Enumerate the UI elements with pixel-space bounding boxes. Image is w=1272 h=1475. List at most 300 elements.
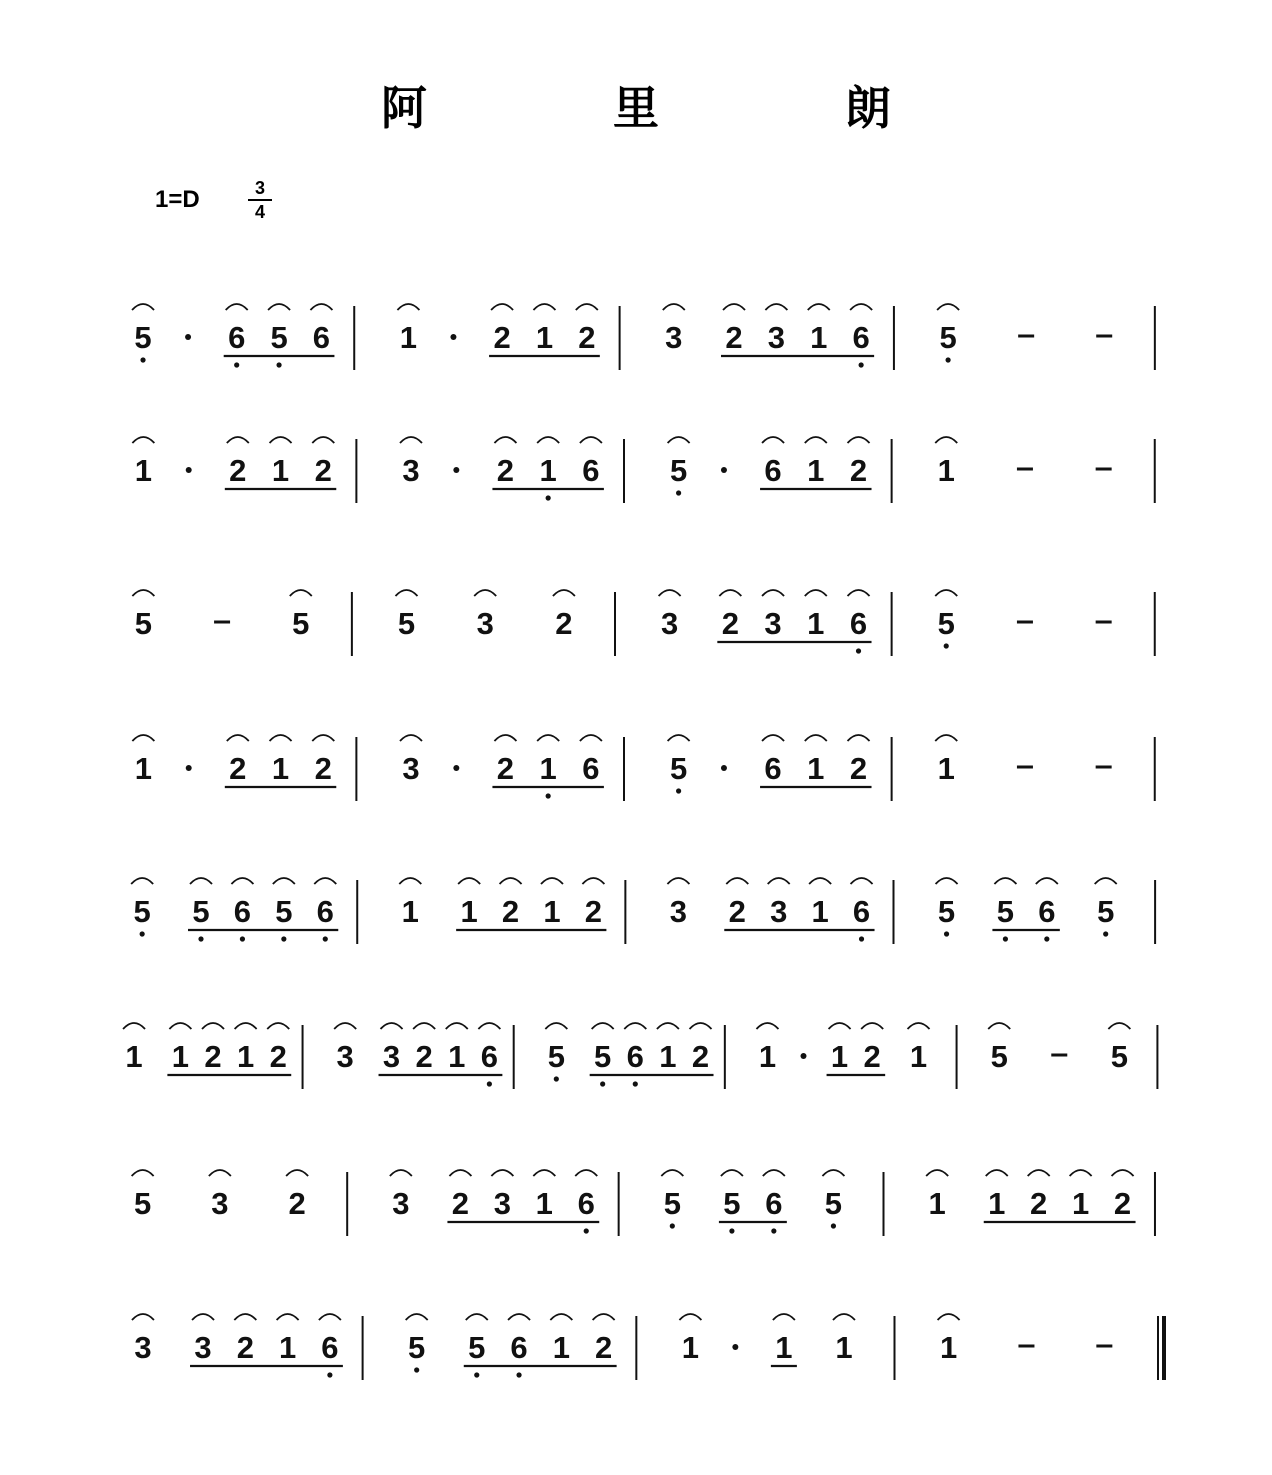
note-digit: 5: [192, 894, 210, 929]
breath-arc: [209, 1170, 231, 1176]
breath-arc: [478, 1023, 500, 1029]
note-digit: 3: [382, 1039, 401, 1074]
low-octave-dot: [859, 936, 864, 941]
note-digit: 2: [691, 1039, 710, 1074]
note-digit: 1: [810, 320, 828, 355]
time-denominator: 4: [254, 202, 265, 222]
breath-arc: [500, 878, 522, 884]
breath-arc: [400, 437, 422, 443]
breath-arc: [994, 878, 1016, 884]
low-octave-dot: [1003, 936, 1008, 941]
note-digit: 1: [278, 1330, 297, 1365]
breath-arc: [576, 304, 598, 310]
note-digit: 1: [937, 751, 955, 786]
note-digit: 6: [316, 894, 334, 929]
breath-arc: [550, 1314, 572, 1320]
augmentation-dot: [721, 765, 727, 771]
breath-arc: [491, 1170, 513, 1176]
breath-arc: [659, 590, 681, 596]
note-digit: 3: [770, 894, 788, 929]
note-digit: 6: [480, 1039, 498, 1074]
breath-arc: [169, 1023, 191, 1029]
breath-arc: [773, 1314, 795, 1320]
low-octave-dot: [240, 936, 245, 941]
note-digit: 2: [501, 894, 520, 929]
note-digit: 2: [496, 453, 515, 488]
augmentation-dot: [801, 1053, 807, 1059]
key-signature: 1=D: [155, 186, 200, 213]
breath-arc: [935, 590, 957, 596]
breath-arc: [938, 1314, 960, 1320]
note-digit: 6: [228, 320, 246, 355]
score-row: [123, 1023, 1157, 1089]
note-digit: 2: [269, 1039, 287, 1074]
note-digit: 2: [584, 894, 603, 929]
note-digit: 1: [807, 751, 825, 786]
augmentation-dot: [450, 334, 456, 340]
note-digit: 5: [824, 1186, 843, 1221]
note-digit: 3: [764, 606, 782, 641]
note-digit: 5: [270, 320, 288, 355]
breath-arc: [267, 1023, 289, 1029]
note-digit: 3: [194, 1330, 212, 1365]
note-digit: 5: [1097, 894, 1115, 929]
note-digit: 2: [451, 1186, 470, 1221]
breath-arc: [537, 735, 559, 741]
breath-arc: [1036, 878, 1058, 884]
note-digit: 2: [594, 1330, 613, 1365]
note-digit: 3: [493, 1186, 511, 1221]
low-octave-dot: [327, 1372, 332, 1377]
note-digit: 5: [397, 606, 416, 641]
note-digit: 2: [863, 1039, 881, 1074]
note-digit: 1: [134, 751, 152, 786]
breath-arc: [202, 1023, 224, 1029]
note-digit: 2: [496, 751, 515, 786]
note-digit: 3: [660, 606, 679, 641]
low-octave-dot: [516, 1372, 521, 1377]
breath-arc: [762, 437, 784, 443]
note-digit: 5: [723, 1186, 741, 1221]
breath-arc: [756, 1023, 778, 1029]
note-digit: 6: [852, 320, 870, 355]
breath-arc: [935, 735, 957, 741]
low-octave-dot: [584, 1228, 589, 1233]
breath-arc: [446, 1023, 468, 1029]
note-digit: 2: [578, 320, 596, 355]
note-digit: 1: [659, 1039, 677, 1074]
note-digit: 5: [669, 453, 688, 488]
breath-arc: [286, 1170, 308, 1176]
breath-arc: [1112, 1170, 1134, 1176]
low-octave-dot: [676, 490, 681, 495]
note-digit: 1: [552, 1330, 570, 1365]
note-digit: 2: [849, 453, 868, 488]
low-octave-dot: [281, 936, 286, 941]
breath-arc: [545, 1023, 567, 1029]
breath-arc: [132, 590, 154, 596]
breath-arc: [310, 304, 332, 310]
note-digit: 1: [835, 1330, 853, 1365]
breath-arc: [657, 1023, 679, 1029]
note-digit: 1: [775, 1330, 793, 1365]
breath-arc: [314, 878, 336, 884]
note-digit: 1: [448, 1039, 466, 1074]
low-octave-dot: [944, 931, 949, 936]
breath-arc: [312, 437, 334, 443]
score-row: [132, 590, 1154, 656]
breath-arc: [234, 1314, 256, 1320]
note-digit: 1: [937, 453, 955, 488]
note-digit: 1: [535, 320, 554, 355]
note-digit: 3: [134, 1330, 152, 1365]
breath-arc: [926, 1170, 948, 1176]
breath-arc: [131, 878, 153, 884]
breath-arc: [765, 304, 787, 310]
low-octave-dot: [771, 1228, 776, 1233]
low-octave-dot: [729, 1228, 734, 1233]
time-numerator: 3: [254, 178, 265, 198]
low-octave-dot: [554, 1076, 559, 1081]
note-digit: 2: [849, 751, 868, 786]
breath-arc: [690, 1023, 712, 1029]
breath-arc: [533, 304, 555, 310]
note-digit: 6: [765, 1186, 783, 1221]
note-digit: 1: [811, 894, 829, 929]
note-digit: 6: [626, 1039, 644, 1074]
low-octave-dot: [276, 362, 281, 367]
score-row: [132, 735, 1154, 801]
note-digit: 1: [681, 1330, 700, 1365]
breath-arc: [1028, 1170, 1050, 1176]
breath-arc: [537, 437, 559, 443]
breath-arc: [668, 437, 690, 443]
low-octave-dot: [944, 643, 949, 648]
breath-arc: [719, 590, 741, 596]
note-digit: 6: [764, 453, 782, 488]
breath-arc: [762, 590, 784, 596]
breath-arc: [936, 878, 958, 884]
score-row: [132, 1314, 1164, 1380]
note-digit: 5: [547, 1039, 565, 1074]
breath-arc: [805, 590, 827, 596]
note-digit: 5: [408, 1330, 426, 1365]
breath-arc: [533, 1170, 555, 1176]
note-digit: 5: [939, 320, 957, 355]
breath-arc: [822, 1170, 844, 1176]
low-octave-dot: [1044, 936, 1049, 941]
breath-arc: [397, 304, 419, 310]
breath-arc: [833, 1314, 855, 1320]
breath-arc: [575, 1170, 597, 1176]
note-digit: 5: [1110, 1039, 1128, 1074]
note-digit: 2: [229, 751, 247, 786]
augmentation-dot: [732, 1344, 738, 1350]
note-digit: 3: [767, 320, 786, 355]
note-digit: 3: [476, 606, 494, 641]
breath-arc: [768, 878, 790, 884]
breath-arc: [679, 1314, 701, 1320]
note-digit: 2: [236, 1330, 254, 1365]
breath-arc: [474, 590, 496, 596]
note-digit: 1: [460, 894, 478, 929]
breath-arc: [593, 1314, 615, 1320]
low-octave-dot: [234, 362, 239, 367]
note-digit: 1: [1071, 1186, 1090, 1221]
breath-arc: [624, 1023, 646, 1029]
low-octave-dot: [474, 1372, 479, 1377]
low-octave-dot: [859, 362, 864, 367]
note-digit: 2: [1030, 1186, 1048, 1221]
note-digit: 1: [271, 751, 290, 786]
breath-arc: [935, 437, 957, 443]
low-octave-dot: [323, 936, 328, 941]
augmentation-dot: [453, 467, 459, 473]
note-digit: 6: [233, 894, 252, 929]
breath-arc: [192, 1314, 214, 1320]
note-digit: 3: [669, 894, 688, 929]
breath-arc: [290, 590, 312, 596]
breath-arc: [458, 878, 480, 884]
breath-arc: [829, 1023, 851, 1029]
low-octave-dot: [140, 357, 145, 362]
breath-arc: [661, 1170, 683, 1176]
note-digit: 3: [336, 1039, 354, 1074]
note-digit: 1: [543, 894, 561, 929]
breath-arc: [723, 304, 745, 310]
augmentation-dot: [185, 334, 191, 340]
note-digit: 6: [852, 894, 871, 929]
note-digit: 2: [415, 1039, 433, 1074]
breath-arc: [190, 878, 212, 884]
breath-arc: [541, 878, 563, 884]
note-digit: 1: [535, 1186, 553, 1221]
breath-arc: [553, 590, 575, 596]
breath-arc: [226, 304, 248, 310]
low-octave-dot: [198, 936, 203, 941]
note-digit: 6: [321, 1330, 339, 1365]
note-digit: 3: [402, 751, 420, 786]
note-digit: 1: [171, 1039, 190, 1074]
breath-arc: [726, 878, 748, 884]
note-digit: 6: [1038, 894, 1056, 929]
note-digit: 1: [939, 1330, 958, 1365]
breath-arc: [491, 304, 513, 310]
note-digit: 1: [758, 1039, 777, 1074]
breath-arc: [1070, 1170, 1092, 1176]
note-digit: 5: [594, 1039, 612, 1074]
low-octave-dot: [1103, 931, 1108, 936]
breath-arc: [848, 590, 870, 596]
breath-arc: [1095, 878, 1117, 884]
note-digit: 1: [928, 1186, 946, 1221]
low-octave-dot: [600, 1081, 605, 1086]
breath-arc: [270, 735, 292, 741]
breath-arc: [908, 1023, 930, 1029]
breath-arc: [1108, 1023, 1130, 1029]
note-digit: 2: [728, 894, 746, 929]
low-octave-dot: [670, 1223, 675, 1228]
breath-arc: [268, 304, 290, 310]
note-digit: 1: [401, 894, 419, 929]
note-digit: 3: [211, 1186, 229, 1221]
breath-arc: [334, 1023, 356, 1029]
breath-arc: [132, 1314, 154, 1320]
note-digit: 2: [493, 320, 511, 355]
breath-arc: [235, 1023, 257, 1029]
breath-arc: [449, 1170, 471, 1176]
breath-arc: [132, 437, 154, 443]
score-row: [131, 878, 1155, 944]
breath-arc: [227, 735, 249, 741]
low-octave-dot: [633, 1081, 638, 1086]
note-digit: 1: [988, 1186, 1006, 1221]
breath-arc: [937, 304, 959, 310]
breath-arc: [400, 735, 422, 741]
note-digit: 5: [275, 894, 293, 929]
breath-arc: [663, 304, 685, 310]
breath-arc: [132, 304, 154, 310]
breath-arc: [399, 878, 421, 884]
breath-arc: [231, 878, 253, 884]
breath-arc: [805, 735, 827, 741]
note-digit: 6: [510, 1330, 528, 1365]
augmentation-dot: [186, 467, 192, 473]
note-digit: 2: [314, 453, 332, 488]
note-digit: 2: [725, 320, 743, 355]
score-row: [132, 304, 1155, 370]
breath-arc: [132, 735, 154, 741]
note-digit: 1: [236, 1039, 255, 1074]
note-digit: 1: [909, 1039, 928, 1074]
note-digit: 6: [764, 751, 782, 786]
augmentation-dot: [186, 765, 192, 771]
song-title: 阿 里 朗: [380, 81, 977, 135]
breath-arc: [494, 437, 516, 443]
breath-arc: [582, 878, 604, 884]
low-octave-dot: [414, 1367, 419, 1372]
note-digit: 1: [807, 453, 825, 488]
note-digit: 2: [314, 751, 332, 786]
note-digit: 3: [665, 320, 683, 355]
score-row: [132, 1170, 1155, 1236]
low-octave-dot: [831, 1223, 836, 1228]
breath-arc: [809, 878, 831, 884]
note-digit: 2: [288, 1186, 306, 1221]
low-octave-dot: [546, 793, 551, 798]
augmentation-dot: [721, 467, 727, 473]
note-digit: 5: [134, 606, 152, 641]
low-octave-dot: [140, 931, 145, 936]
breath-arc: [277, 1314, 299, 1320]
note-digit: 2: [555, 606, 573, 641]
note-digit: 5: [292, 606, 310, 641]
breath-arc: [850, 304, 872, 310]
note-digit: 6: [582, 751, 600, 786]
breath-arc: [413, 1023, 435, 1029]
note-digit: 6: [312, 320, 331, 355]
note-digit: 6: [577, 1186, 595, 1221]
note-digit: 5: [990, 1039, 1008, 1074]
breath-arc: [988, 1023, 1010, 1029]
note-digit: 1: [125, 1039, 143, 1074]
augmentation-dot: [453, 765, 459, 771]
score-row: [132, 437, 1154, 503]
breath-arc: [986, 1170, 1008, 1176]
breath-arc: [861, 1023, 883, 1029]
breath-arc: [390, 1170, 412, 1176]
breath-arc: [805, 437, 827, 443]
note-digit: 6: [849, 606, 868, 641]
note-digit: 1: [807, 606, 825, 641]
breath-arc: [132, 1170, 154, 1176]
note-digit: 2: [204, 1039, 222, 1074]
low-octave-dot: [546, 495, 551, 500]
low-octave-dot: [487, 1081, 492, 1086]
breath-arc: [592, 1023, 614, 1029]
breath-arc: [851, 878, 873, 884]
note-digit: 1: [134, 453, 152, 488]
breath-arc: [227, 437, 249, 443]
breath-arc: [763, 1170, 785, 1176]
note-digit: 2: [1113, 1186, 1132, 1221]
breath-arc: [580, 437, 602, 443]
breath-arc: [395, 590, 417, 596]
note-digit: 5: [937, 894, 956, 929]
note-digit: 3: [402, 453, 420, 488]
note-digit: 5: [134, 320, 152, 355]
low-octave-dot: [856, 648, 861, 653]
note-digit: 3: [392, 1186, 410, 1221]
breath-arc: [808, 304, 830, 310]
low-octave-dot: [676, 788, 681, 793]
breath-arc: [494, 735, 516, 741]
breath-arc: [668, 735, 690, 741]
note-digit: 1: [399, 320, 418, 355]
breath-arc: [721, 1170, 743, 1176]
breath-arc: [580, 735, 602, 741]
note-digit: 5: [663, 1186, 681, 1221]
low-octave-dot: [946, 357, 951, 362]
breath-arc: [406, 1314, 428, 1320]
note-digit: 1: [539, 453, 557, 488]
note-digit: 5: [996, 894, 1015, 929]
note-digit: 2: [229, 453, 247, 488]
note-digit: 1: [830, 1039, 849, 1074]
breath-arc: [762, 735, 784, 741]
note-digit: 1: [271, 453, 290, 488]
breath-arc: [270, 437, 292, 443]
breath-arc: [312, 735, 334, 741]
note-digit: 6: [582, 453, 600, 488]
breath-arc: [381, 1023, 403, 1029]
breath-arc: [848, 437, 870, 443]
breath-arc: [273, 878, 295, 884]
breath-arc: [319, 1314, 341, 1320]
note-digit: 5: [669, 751, 688, 786]
note-digit: 5: [133, 894, 151, 929]
note-digit: 1: [539, 751, 557, 786]
note-digit: 5: [468, 1330, 486, 1365]
note-digit: 2: [721, 606, 739, 641]
breath-arc: [667, 878, 689, 884]
breath-arc: [466, 1314, 488, 1320]
breath-arc: [848, 735, 870, 741]
breath-arc: [508, 1314, 530, 1320]
note-digit: 5: [937, 606, 955, 641]
breath-arc: [123, 1023, 145, 1029]
note-digit: 5: [133, 1186, 152, 1221]
